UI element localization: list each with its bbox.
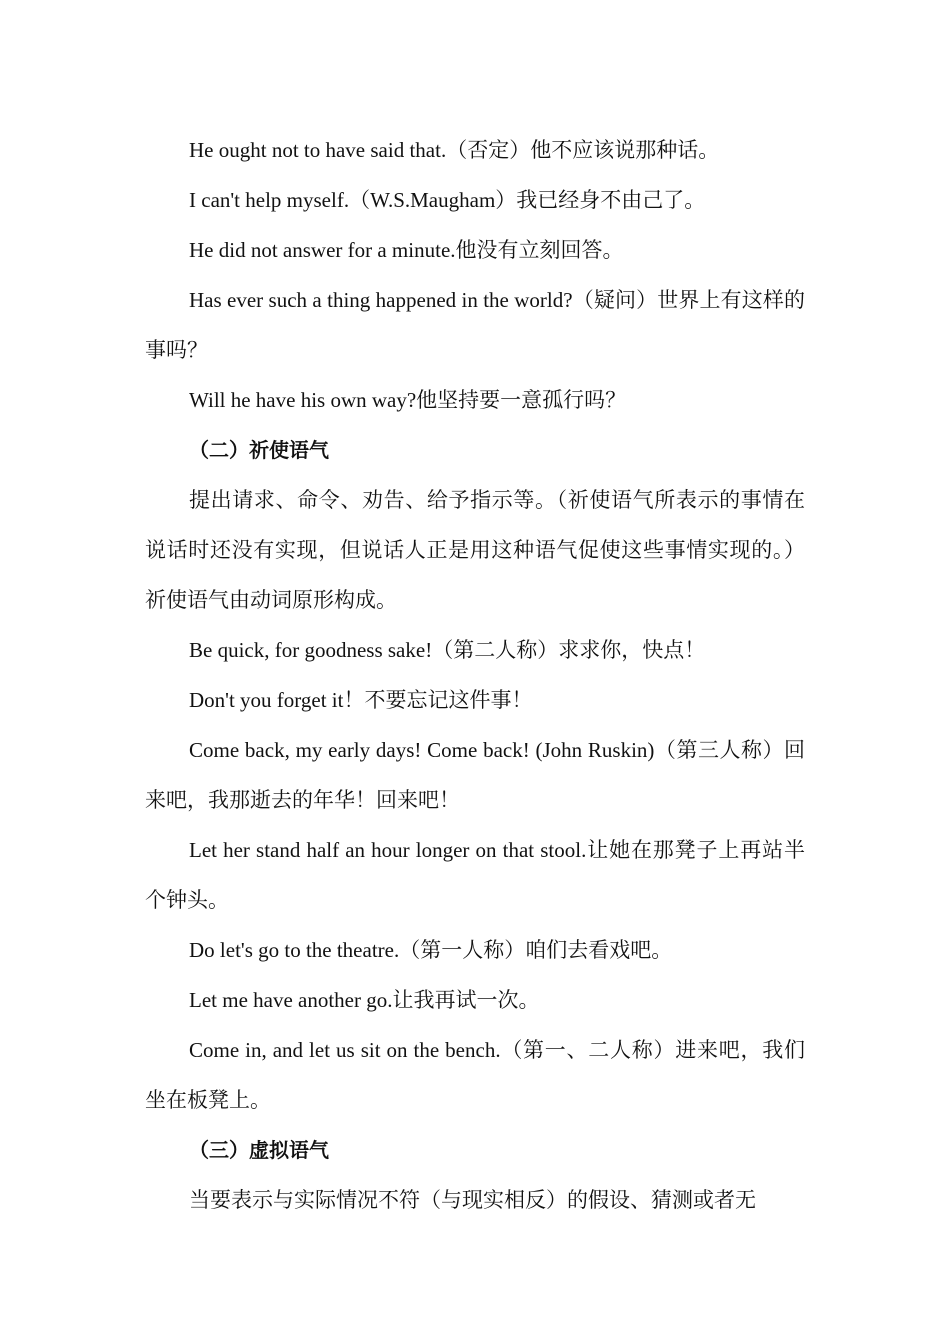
paragraph-answer-example: He did not answer for a minute.他没有立刻回答。 <box>189 238 624 262</box>
paragraph-theatre-example: Do let's go to the theatre.（第一人称）咱们去看戏吧。 <box>189 938 673 962</box>
paragraph-dont-forget-example: Don't you forget it！不要忘记这件事！ <box>189 688 533 712</box>
paragraph-imperative-definition: 提出请求、命令、劝告、给予指示等。（祈使语气所表示的事情在说话时还没有实现，但说话人正是用这种语气促使这些事情实现的。）祈使语气由动词原形构成。 <box>145 488 805 612</box>
paragraph-ruskin-example: Come back, my early days! Come back! (John Ruskin)（第三人称）回来吧，我那逝去的年华！回来吧！ <box>145 738 805 812</box>
paragraph-maugham-example: I can't help myself.（W.S.Maugham）我已经身不由己了。 <box>189 188 706 212</box>
paragraph-question-example: Has ever such a thing happened in the world?（疑问）世界上有这样的事吗？ <box>145 288 805 362</box>
paragraph-subjunctive-definition: 当要表示与实际情况不符（与现实相反）的假设、猜测或者无 <box>189 1188 756 1212</box>
section-heading-subjunctive: （三）虚拟语气 <box>189 1138 329 1162</box>
paragraph-own-way-example: Will he have his own way?他坚持要一意孤行吗？ <box>189 388 627 412</box>
paragraph-another-go-example: Let me have another go.让我再试一次。 <box>189 988 540 1012</box>
section-heading-imperative: （二）祈使语气 <box>189 438 329 462</box>
paragraph-bench-example: Come in, and let us sit on the bench.（第一、二人称）进来吧，我们坐在板凳上。 <box>145 1038 805 1112</box>
paragraph-be-quick-example: Be quick, for goodness sake!（第二人称）求求你，快点！ <box>189 638 706 662</box>
paragraph-stool-example: Let her stand half an hour longer on that stool.让她在那凳子上再站半个钟头。 <box>145 838 805 912</box>
document-body <box>145 125 805 1225</box>
paragraph-negative-example: He ought not to have said that.（否定）他不应该说那种话。 <box>189 138 720 162</box>
